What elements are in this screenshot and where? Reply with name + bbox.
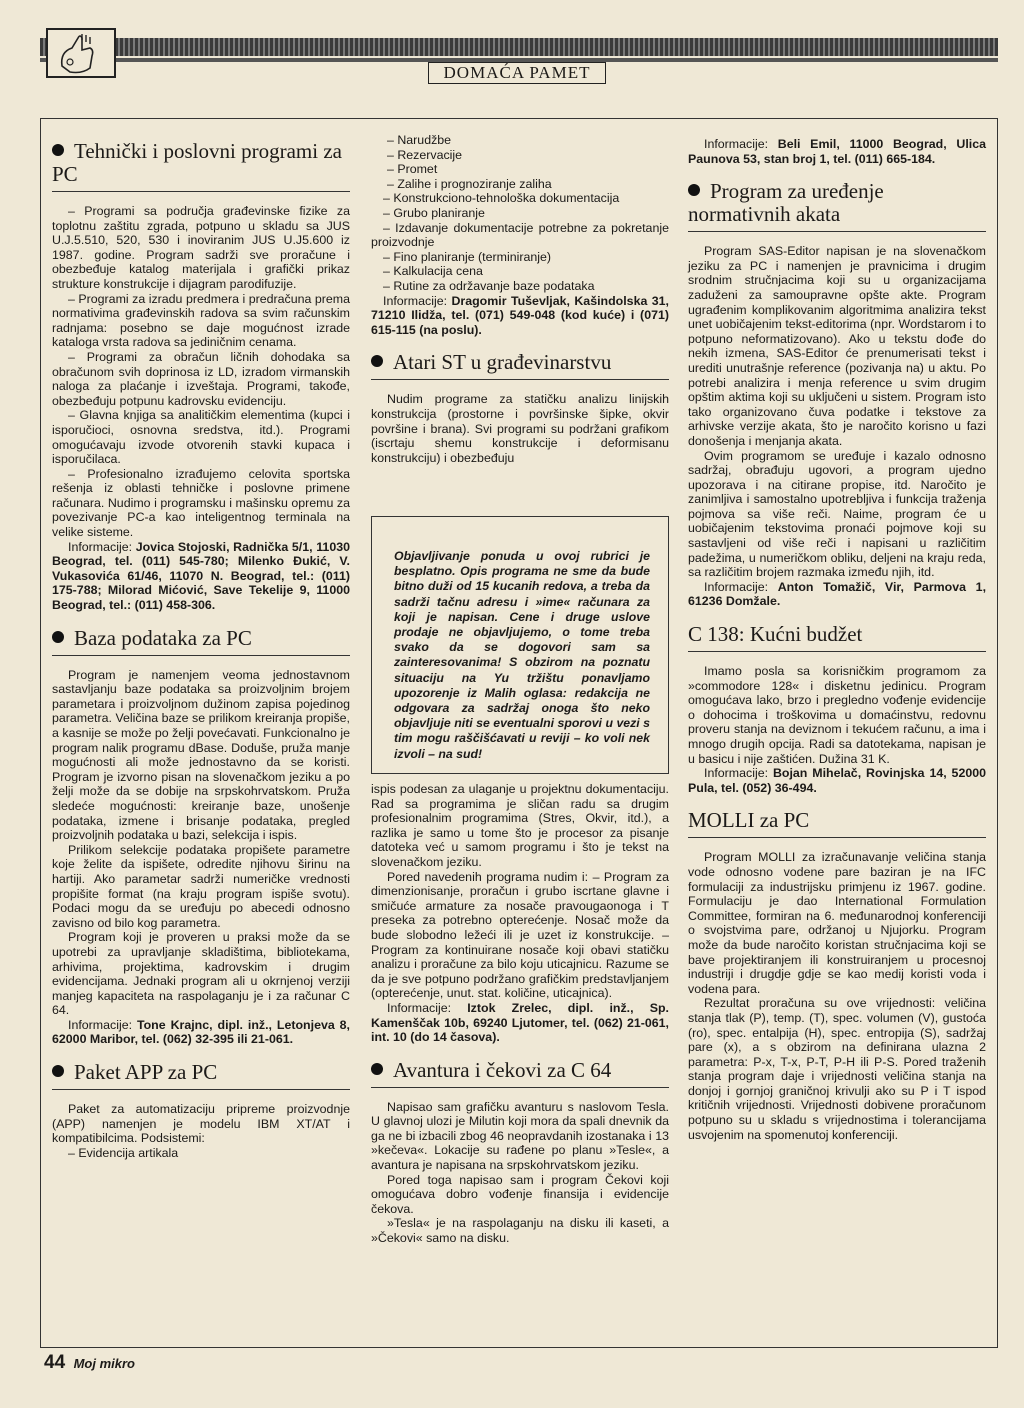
heading-text: Paket APP za PC <box>74 1060 218 1085</box>
contact-info <box>688 137 986 166</box>
heading-molli: MOLLI za PC <box>688 809 986 838</box>
paragraph: Prilikom selekcije podataka propišete parametre koje želite da ispišete, odredite njihovu širinu na hartiji. Ako parametar sadrži numeričke vrednosti propišite format (na kraju program ispiše svotu). Podaci mogu da se uređuju po abecedi odnosno zavisno od bilo kog parametra. <box>52 842 350 930</box>
heading-program-uredjenje <box>688 180 986 232</box>
paragraph: Nudim programe za statičku analizu linijskih konstrukcija (prostorne i površinske šipke, okvir površine i brana). Svi programi su podržani grafikom (iscrtaju shemu konstrukcije i deformisanu konstrukciju) i obezbeđuju <box>371 392 669 465</box>
paragraph: Napisao sam grafičku avanturu s naslovom Tesla. U glavnoj ulozi je Milutin koji mora da spali dnevnik da ga ne bi izbacili zbog 46 neopravdanih izostanaka i 13 »kečeva«. Lokacije su rađene po planu »Tesle«, a avantura je napisana na srpskohrvatskom jeziku. <box>371 1099 669 1173</box>
info-text: Iztok Zrelec, dipl. inž., Sp. Kamenščak 10b, 69240 Ljutomer, tel. (062) 21-061, int. 10 (do 14 časova). <box>371 1000 669 1045</box>
list-item: – Rezervacije <box>387 147 463 162</box>
info-text: Bojan Mihelač, Rovinjska 14, 52000 Pula, tel. (052) 36-494. <box>688 766 987 795</box>
paragraph: Paket za automatizaciju pripreme proizvodnje (APP) namenjen je modelu IBM XT/AT i kompatibilcima. Podsistemi: <box>52 1102 350 1146</box>
bullet-icon <box>371 355 383 367</box>
contact-info <box>52 540 350 613</box>
info-label: Informacije: <box>704 137 778 151</box>
heading-tehnicki <box>52 140 350 192</box>
info-text: Beli Emil, 11000 Beograd, Ulica Paunova 53, stan broj 1, tel. (011) 665-184. <box>688 137 986 166</box>
list-item: – Izdavanje dokumentacije potrebne za pokretanje proizvodnje <box>371 220 669 250</box>
list-item: – Kalkulacija cena <box>383 264 483 279</box>
contact-info <box>371 1001 669 1045</box>
info-label: Informacije: <box>68 539 136 554</box>
heading-text: Tehnički i poslovni programi za PC <box>52 139 342 186</box>
section-title: DOMAĆA PAMET <box>428 62 606 84</box>
bullet-icon <box>688 184 700 196</box>
contact-info <box>371 294 669 338</box>
page-footer <box>44 1352 135 1374</box>
header-stripe <box>40 38 998 56</box>
paragraph: Rezultat proračuna su ove vrijednosti: veličina stanja tlak (P), temp. (T), spec. volumen (V), gustoća (ro), spec. entalpija (H), spec. entropija (S), sadržaj pare (x), a s obzirom na definirana ulazna 2 parametra: P-x, T-x, P-T, P-H ili P-S. Pored traženih stanja program daje i vrijednosti veličina stanja na donjoj i gornjoj graničnoj krivulji ako su P i T ispod kritičnih vrijednosti. Vrijednosti dobivene proračunom potpuno su u skladu s vrijednostima i tolerancijama usvojenim na spomenutoj konferenciji. <box>688 996 986 1142</box>
paragraph: Pored navedenih programa nudim i: – Program za dimenzionisanje, proračun i grubo iscrtane glavne i smičuće armature za nosače pravougaonoga i T preseka za potrebno opterećenje. Nosač može da bude slobodno ležeći ili je uzet iz konstrukcije. – Program za kontinuirane nosače koji obavi statičku analizu i proračune za bilo koju uticajnicu. Razume se da je sve potpuno podržano grafičkim predstavljanjem (opterećenje, unut. stat. količine, uticajnica). <box>371 869 669 1001</box>
bullet-icon <box>371 1063 383 1075</box>
list-item: – Rutine za održavanje baze podataka <box>383 278 595 293</box>
paragraph: – Programi sa područja građevinske fizike za toplotnu zaštitu zgrada, potpuno u skladu sa JUS U.J.5.510, 520, 530 i inoviranim JUS U.J5.600 iz 1987. godine. Program sadrži sve proračune i obezbeđuje katalog materijala i grafički prikaz strukture konstrukcije i dijagram parodifuzije. <box>52 204 350 291</box>
heading-paket <box>52 1061 350 1090</box>
list-item: – Zalihe i prognoziranje zaliha <box>387 176 552 191</box>
contact-info <box>52 1018 350 1047</box>
paragraph: – Evidencija artikala <box>68 1145 179 1160</box>
heading-baza <box>52 627 350 656</box>
heading-text: Avantura i čekovi za C 64 <box>393 1057 612 1082</box>
paragraph: Program MOLLI za izračunavanje veličina stanja vode odnosno vodene pare baziran je na IFC formulaciji za industrijsku primjenu iz 1967. godine. Formulaciju je dao International Formulation Committee, formiran na 6. međunarodnoj konferenciji o svojstvima pare, održanoj u Njujorku. Program može da bude naročito koristan stručnjacima koji se bave projektiranjem ili konstruiranjem u procesnoj industriji i drugdje gdje se kao medij koristi voda i vodena para. <box>688 850 986 996</box>
notice-text: Objavljivanje ponuda u ovoj rubrici je besplatno. Opis programa ne sme da bude bitno duži od 15 kucanih redova, a treba da sadrži tačnu adresu i »ime« računara za koji je napisan. Cene i druge uslove prodaje ne objavljujemo, o tome treba svako da se dogovori sam sa zainteresovanima! S obzirom na poznatu situaciju na Yu tržištu ponavljamo upozorenje iz Malih oglasa: redakcija ne odgovara za sadržaj onoga što neko objavljuje niti se eventualni sporovi u vezi s tim mogu raščišćavati u reviji – ko voli nek izvoli – na sud! <box>394 549 650 761</box>
page-number: 44 <box>44 1352 66 1373</box>
paragraph: Ovim programom se uređuje i kazalo odnosno sadržaj, obrađuju ugovori, a program ujedno upozorava i na citirane propise, itd. Naročito je zanimljiva i samostalno upotrebljiva i funkcija traženja pojmova sa više reči. Naime, program će u uobičajenim tekstovima pronaći pojmove koji su sastavljeni od više reči i napisani u različitim padežima, u numeričkom obliku, deljeni na kraju reda, sa različitim brojem razmaka između njih, itd. <box>688 448 986 580</box>
section-logo <box>46 28 116 78</box>
list-item: – Promet <box>387 162 438 177</box>
info-text: Anton Tomažič, Vir, Parmova 1, 61236 Domžale. <box>688 579 987 609</box>
column-2-bottom <box>371 782 669 1246</box>
bullet-icon <box>52 144 64 156</box>
list-item: – Narudžbe <box>387 133 452 147</box>
paragraph: – Programi za izradu predmera i predračuna prema normativima građevinskih radova sa svim računskim radnjama: posebno se daje mogućnost izrade kataloga vrsta radova sa jediničnim cenama. <box>52 291 350 350</box>
list-item: – Grubo planiranje <box>383 205 485 220</box>
contact-info <box>688 580 986 609</box>
paragraph: Program je namenjem veoma jednostavnom sastavljanju baze podataka sa proizvoljnim brojem parametara i proizvoljnom dužinom zapisa pojedinog parametra. Veličina baze se prilikom kreiranja propiše, a kasnije se može po želji povećavati. Funkcionalno je program nalik programu dBase. Doduše, pruža manje mogućnosti ali može jednostavno da se koristi. Program je izvorno pisan na slovenačkom jeziku a po želji može da se dobije na srpskohrvatskom. Pruža sledeće mogućnosti: kreiranje baze, unošenje podataka, izmene i brisanje podataka, pregled proizvoljnih podataka u bazi, selekcija i ispis. <box>52 667 350 843</box>
paragraph: – Programi za obračun ličnih dohodaka sa obračunom svih doprinosa iz LD, izradom virmanskih naloga za plaćanje i izveštaja. Programi, takođe, obezbeđuju potpunu kadrovsku evidenciju. <box>52 349 350 408</box>
list-item: – Fino planiranje (terminiranje) <box>383 249 552 264</box>
paragraph: ispis podesan za ulaganje u projektnu dokumentaciju. Rad sa programima je sličan radu sa drugim profesionalnim programima (Stres, Okvir, itd.), a razlika je samo u tome što je procesor za pisanje datoteka već u samom programu i što je tekst na slovenačkom jeziku. <box>371 782 669 869</box>
info-label: Informacije: <box>387 1000 468 1015</box>
info-text: Jovica Stojoski, Radnička 5/1, 11030 Beograd, tel. (011) 545-780; Milenko Đukić, V. Vukasovića 61/46, 11070 N. Beograd, tel.: (011) 175-788; Milorad Mićović, Save Tekelije 9, 11000 Beograd, tel.: (011) 458-306. <box>52 539 351 613</box>
bullet-icon <box>52 1065 64 1077</box>
column-1 <box>52 140 350 1160</box>
hand-pointing-icon <box>52 32 112 76</box>
info-label: Informacije: <box>383 293 452 308</box>
paragraph: – Profesionalno izrađujemo celovita sportska rešenja iz oblasti tehničke i poslovne primene računara. Nudimo i programsku i mašinsku opremu za povezivanje PC-a kao inteligentnog terminala na velike sisteme. <box>52 466 350 540</box>
paragraph: Imamo posla sa korisničkim programom za »commodore 128« i disketnu jedinicu. Program omogućava lako, brzo i pregledno vođenje evidencije o dohocima i troškovima u domaćinstvu, redovnu proveru stanja na deviznom i tekućem računu, a ima i mnogo drugih opcija. Radi sa datotekama, napisan je u basicu i nije zaštićen. Dužina 31 K. <box>688 664 986 766</box>
heading-avantura <box>371 1059 669 1088</box>
info-text: Dragomir Tuševljak, Kašindolska 31, 71210 Ilidža, tel. (071) 549-048 (kod kuće) i (071) 615-115 (na poslu). <box>371 293 669 337</box>
paragraph: Pored toga napisao sam i program Čekovi koji omogućava dobro vođenje finansija i evidencije čekova. <box>371 1172 669 1216</box>
column-2-top <box>371 133 669 465</box>
info-label: Informacije: <box>68 1017 137 1032</box>
paragraph: Program koji je proveren u praksi može da se upotrebi za upravljanje skladištima, bibliotekama, arhivima, projektima, kadrovskim i drugim evidencijama. Jednaki program ali u okrnjenoj verziji manjeg kapaciteta na raspolaganju je i za računar C 64. <box>52 930 350 1018</box>
list-item: – Konstrukciono-tehnološka dokumentacija <box>383 191 620 206</box>
info-label: Informacije: <box>704 766 773 781</box>
bullet-icon <box>52 631 64 643</box>
heading-text: Program za uređenje normativnih akata <box>688 179 884 227</box>
column-3 <box>688 137 986 1142</box>
contact-info <box>688 766 986 795</box>
heading-atari <box>371 351 669 380</box>
heading-text: Baza podataka za PC <box>74 625 252 650</box>
paragraph: Program SAS-Editor napisan je na slovenačkom jeziku za PC i namenjen je pravnicima i drugim srodnim stručnjacima koji su u organizacijama zaduženi za samoupravne opšte akte. Program ugrađenim komplikovanim algoritmima analizira tekst unet uobičajenim tekst-editorima (npr. Wordstarom i to potpuno neformatizovano). Ako u tekstu dođe do nekih izmena, SAS-Editor će prenumerisati tekst i urediti unutrašnje reference (pozivanja na) u aktu. Po potrebi analizira i menja reference u svim drugim opštim aktima koji su uključeni u sistem. Program isto tako organizovano čuva podatke i tekstove za arhivske verzije akata, što je naročito korisno u fazi donošenja i menjanja akata. <box>688 244 986 448</box>
paragraph: »Tesla« je na raspolaganju na disku ili kaseti, a »Čekovi« samo na disku. <box>371 1216 669 1246</box>
heading-kucni-budzet: C 138: Kućni budžet <box>688 623 986 652</box>
heading-text: Atari ST u građevinarstvu <box>393 350 612 375</box>
paragraph: – Glavna knjiga sa analitičkim elementima (kupci i isporučioci, osnovna sredstva, itd.). Programi omogućavaju izvode otvorenih stavki kupaca i isporučilaca. <box>52 408 350 467</box>
info-text: Tone Krajnc, dipl. inž., Letonjeva 8, 62000 Maribor, tel. (062) 32-395 ili 21-061. <box>52 1017 351 1047</box>
magazine-name: Moj mikro <box>73 1356 135 1371</box>
info-label: Informacije: <box>704 579 778 594</box>
editorial-notice-box <box>371 516 669 774</box>
